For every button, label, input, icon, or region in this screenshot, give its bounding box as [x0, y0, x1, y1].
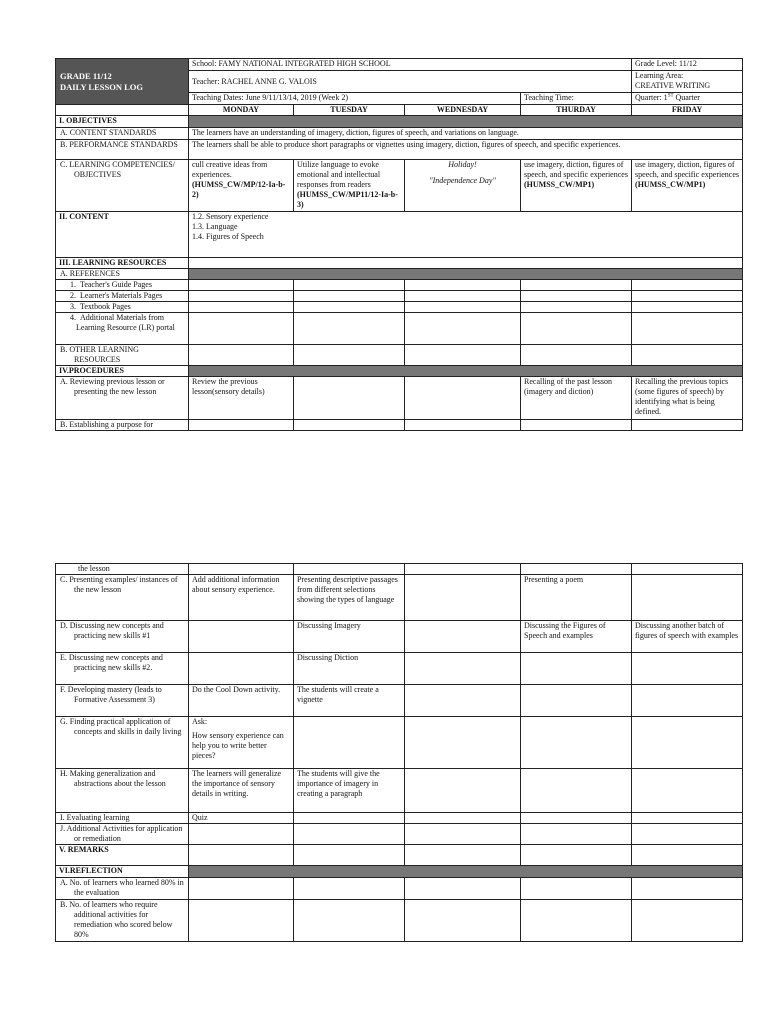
procedure-d-friday: Discussing another batch of figures of speech with examples	[632, 621, 743, 653]
blank-cell	[294, 302, 405, 313]
procedure-i-label: I. Evaluating learning	[56, 813, 189, 824]
procedure-h-tuesday: The students will give the importance of imagery in creating a paragraph	[294, 769, 405, 813]
blank-cell	[189, 345, 294, 366]
blank-cell	[521, 302, 632, 313]
procedure-a-thursday: Recalling of the past lesson (imagery and diction)	[521, 377, 632, 420]
blank-cell	[189, 291, 294, 302]
teacher-cell: Teacher: RACHEL ANNE G. VALOIS	[189, 71, 632, 93]
blank-cell	[521, 313, 632, 345]
procedure-i-monday: Quiz	[189, 813, 294, 824]
reflection-heading: VI.REFLECTION	[56, 866, 189, 878]
blank-cell	[632, 313, 743, 345]
blank-cell	[632, 291, 743, 302]
competency-thursday-code: (HUMSS_CW/MP1)	[524, 180, 595, 189]
competency-friday-code: (HUMSS_CW/MP1)	[635, 180, 706, 189]
gray-band	[189, 269, 743, 280]
content-topic: 1.3. Language	[192, 222, 238, 231]
blank-cell	[632, 824, 743, 845]
procedure-b-label: B. Establishing a purpose for	[56, 420, 189, 431]
procedure-c-tuesday: Presenting descriptive passages from different selections showing the types of language	[294, 575, 405, 621]
day-friday: FRIDAY	[632, 105, 743, 116]
reflection-a-label: A. No. of learners who learned 80% in the evaluation	[56, 878, 189, 900]
blank-cell	[294, 377, 405, 420]
day-tuesday: TUESDAY	[294, 105, 405, 116]
procedure-g-monday	[189, 717, 294, 769]
day-monday: MONDAY	[189, 105, 294, 116]
item-number: 4.	[70, 313, 76, 322]
quarter-prefix: Quarter: 1	[635, 93, 668, 102]
content-standards-label: A. CONTENT STANDARDS	[56, 128, 189, 140]
blank-cell	[405, 900, 521, 942]
blank-cell	[189, 653, 294, 685]
blank-cell	[521, 345, 632, 366]
blank-cell	[189, 258, 743, 269]
blank-cell	[521, 291, 632, 302]
blank-cell	[294, 280, 405, 291]
blank-cell	[521, 878, 632, 900]
page-one	[0, 0, 768, 470]
quarter-word: Quarter	[673, 93, 700, 102]
item-text: Textbook Pages	[80, 302, 131, 311]
blank-cell	[405, 824, 521, 845]
blank-cell	[632, 845, 743, 866]
blank-cell	[405, 313, 521, 345]
textbook-pages-label	[56, 302, 189, 313]
learning-area-cell	[632, 71, 743, 93]
competency-monday-code: (HUMSS_CW/MP/12-Ia-b-2)	[192, 180, 286, 199]
blank-cell	[405, 685, 521, 717]
blank-cell	[189, 420, 294, 431]
blank-cell	[294, 824, 405, 845]
procedure-h-label: H. Making generalization and abstractions about the lesson	[56, 769, 189, 813]
blank-cell	[405, 302, 521, 313]
competency-tuesday-text: Utilize language to evoke emotional and intellectual responses from readers	[297, 160, 381, 189]
blank-cell	[521, 813, 632, 824]
procedure-f-monday: Do the Cool Down activity.	[189, 685, 294, 717]
item-number: 1.	[70, 280, 76, 289]
competency-tuesday	[294, 160, 405, 212]
content-topic: 1.4. Figures of Speech	[192, 232, 264, 241]
procedure-e-tuesday: Discussing Diction	[294, 653, 405, 685]
blank-cell	[632, 420, 743, 431]
blank-cell	[632, 302, 743, 313]
gray-band	[189, 366, 743, 377]
blank-cell	[405, 653, 521, 685]
blank-cell	[294, 878, 405, 900]
blank-cell	[632, 280, 743, 291]
blank-cell	[294, 813, 405, 824]
grade-title-cell	[56, 59, 189, 105]
blank-cell	[521, 900, 632, 942]
blank-cell	[405, 878, 521, 900]
blank-cell	[521, 420, 632, 431]
item-text: Learner's Materials Pages	[80, 291, 163, 300]
blank-cell	[405, 845, 521, 866]
competency-friday	[632, 160, 743, 212]
day-wednesday: WEDNESDAY	[405, 105, 521, 116]
log-title: DAILY LESSON LOG	[60, 81, 143, 92]
blank-cell	[521, 845, 632, 866]
procedure-f-label: F. Developing mastery (leads to Formative Assessment 3)	[56, 685, 189, 717]
teaching-dates-cell: Teaching Dates: June 9/11/13/14, 2019 (Week 2)	[189, 93, 521, 105]
procedure-a-label: A. Reviewing previous lesson or presenting the new lesson	[56, 377, 189, 420]
day-thursday: THURDAY	[521, 105, 632, 116]
blank-cell	[632, 653, 743, 685]
procedure-b-label-continued: the lesson	[56, 564, 189, 575]
blank-cell	[189, 621, 294, 653]
procedure-a-monday: Review the previous lesson(sensory details)	[189, 377, 294, 420]
learning-resources-heading: III. LEARNING RESOURCES	[56, 258, 189, 269]
item-number: 2.	[70, 291, 76, 300]
procedure-j-label: J. Additional Activities for application or remediation	[56, 824, 189, 845]
remarks-heading: V. REMARKS	[56, 845, 189, 866]
blank-cell	[294, 345, 405, 366]
grade-label: GRADE 11/12	[60, 70, 112, 81]
blank-cell	[294, 900, 405, 942]
page-two	[0, 560, 768, 1024]
blank-cell	[405, 621, 521, 653]
blank-cell	[405, 420, 521, 431]
procedure-g-ask: Ask:	[192, 717, 208, 726]
blank-cell	[405, 769, 521, 813]
blank-cell	[189, 280, 294, 291]
performance-standards-label: B. PERFORMANCE STANDARDS	[56, 140, 189, 160]
gray-band	[189, 116, 743, 128]
blank-cell	[632, 878, 743, 900]
teaching-time-cell: Teaching Time:	[521, 93, 632, 105]
item-text: Additional Materials from Learning Resource (LR) portal	[76, 313, 175, 332]
blank-cell	[189, 845, 294, 866]
blank-cell	[632, 900, 743, 942]
blank-cell	[405, 280, 521, 291]
procedure-g-label: G. Finding practical application of concepts and skills in daily living	[56, 717, 189, 769]
procedure-e-label: E. Discussing new concepts and practicing new skills #2.	[56, 653, 189, 685]
blank-cell	[294, 845, 405, 866]
blank-cell	[521, 653, 632, 685]
additional-materials-label	[56, 313, 189, 345]
learning-competencies-label: C. LEARNING COMPETENCIES/ OBJECTIVES	[56, 160, 189, 212]
procedure-d-label: D. Discussing new concepts and practicing new skills #1	[56, 621, 189, 653]
blank-cell	[405, 813, 521, 824]
other-resources-label: B. OTHER LEARNING RESOURCES	[56, 345, 189, 366]
blank-cell	[189, 302, 294, 313]
learners-materials-label	[56, 291, 189, 302]
quarter-suffix: ST	[667, 93, 674, 99]
blank-cell	[632, 717, 743, 769]
blank-cell	[632, 685, 743, 717]
holiday-label: Holiday!	[448, 160, 477, 169]
blank-cell	[405, 717, 521, 769]
procedure-d-tuesday: Discussing Imagery	[294, 621, 405, 653]
blank-cell	[405, 575, 521, 621]
blank-cell	[189, 878, 294, 900]
item-number: 3.	[70, 302, 76, 311]
quarter-cell	[632, 93, 743, 105]
school-cell: School: FAMY NATIONAL INTEGRATED HIGH SCHOOL	[189, 59, 632, 71]
procedure-a-friday: Recalling the previous topics (some figures of speech) by identifying what is being defined.	[632, 377, 743, 420]
procedure-c-label: C. Presenting examples/ instances of the new lesson	[56, 575, 189, 621]
item-text: Teacher's Guide Pages	[80, 280, 152, 289]
blank-cell	[632, 345, 743, 366]
blank-cell	[405, 291, 521, 302]
competency-friday-text: use imagery, diction, figures of speech, and specific experiences	[635, 160, 739, 179]
competency-wednesday	[405, 160, 521, 212]
procedure-c-thursday: Presenting a poem	[521, 575, 632, 621]
lesson-log-table-part-1	[55, 58, 743, 431]
procedure-f-tuesday: The students will create a vignette	[294, 685, 405, 717]
competency-monday	[189, 160, 294, 212]
procedure-h-monday: The learners will generalize the importance of sensory details in writing.	[189, 769, 294, 813]
holiday-name: "Independence Day"	[429, 176, 496, 185]
blank-cell	[521, 824, 632, 845]
day-header-spacer	[56, 105, 189, 116]
blank-cell	[294, 717, 405, 769]
blank-cell	[521, 564, 632, 575]
competency-thursday	[521, 160, 632, 212]
blank-cell	[632, 769, 743, 813]
gray-band	[189, 866, 743, 878]
blank-cell	[521, 685, 632, 717]
blank-cell	[632, 575, 743, 621]
blank-cell	[632, 813, 743, 824]
content-heading: II. CONTENT	[56, 212, 189, 258]
procedure-c-monday: Add additional information about sensory experience.	[189, 575, 294, 621]
blank-cell	[294, 564, 405, 575]
references-label: A. REFERENCES	[56, 269, 189, 280]
objectives-heading: I. OBJECTIVES	[56, 116, 189, 128]
blank-cell	[405, 345, 521, 366]
grade-level-cell: Grade Level: 11/12	[632, 59, 743, 71]
blank-cell	[189, 824, 294, 845]
blank-cell	[521, 280, 632, 291]
blank-cell	[405, 564, 521, 575]
blank-cell	[521, 769, 632, 813]
blank-cell	[294, 291, 405, 302]
blank-cell	[405, 377, 521, 420]
competency-monday-text: cull creative ideas from experiences.	[192, 160, 268, 179]
competency-tuesday-code: (HUMSS_CW/MP11/12-Ia-b-3)	[297, 190, 398, 209]
blank-cell	[521, 717, 632, 769]
content-standards-text: The learners have an understanding of imagery, diction, figures of speech, and variations on language.	[189, 128, 743, 140]
blank-cell	[294, 313, 405, 345]
teachers-guide-label	[56, 280, 189, 291]
lesson-log-table-part-2	[55, 563, 743, 942]
competency-thursday-text: use imagery, diction, figures of speech, and specific experiences	[524, 160, 628, 179]
reflection-b-label: B. No. of learners who require additional activities for remediation who scored below 80%	[56, 900, 189, 942]
learning-area-label: Learning Area:	[635, 71, 684, 80]
content-topics	[189, 212, 743, 258]
procedures-heading: IV.PROCEDURES	[56, 366, 189, 377]
content-topic: 1.2. Sensory experience	[192, 212, 269, 221]
blank-cell	[189, 900, 294, 942]
procedure-d-thursday: Discussing the Figures of Speech and examples	[521, 621, 632, 653]
learning-area-value: CREATIVE WRITING	[635, 81, 711, 90]
blank-cell	[294, 420, 405, 431]
blank-cell	[632, 564, 743, 575]
performance-standards-text: The learners shall be able to produce short paragraphs or vignettes using imagery, diction, figures of speech, and specific experiences.	[189, 140, 743, 160]
blank-cell	[189, 564, 294, 575]
procedure-g-question: How sensory experience can help you to write better pieces?	[192, 731, 284, 760]
blank-cell	[189, 313, 294, 345]
